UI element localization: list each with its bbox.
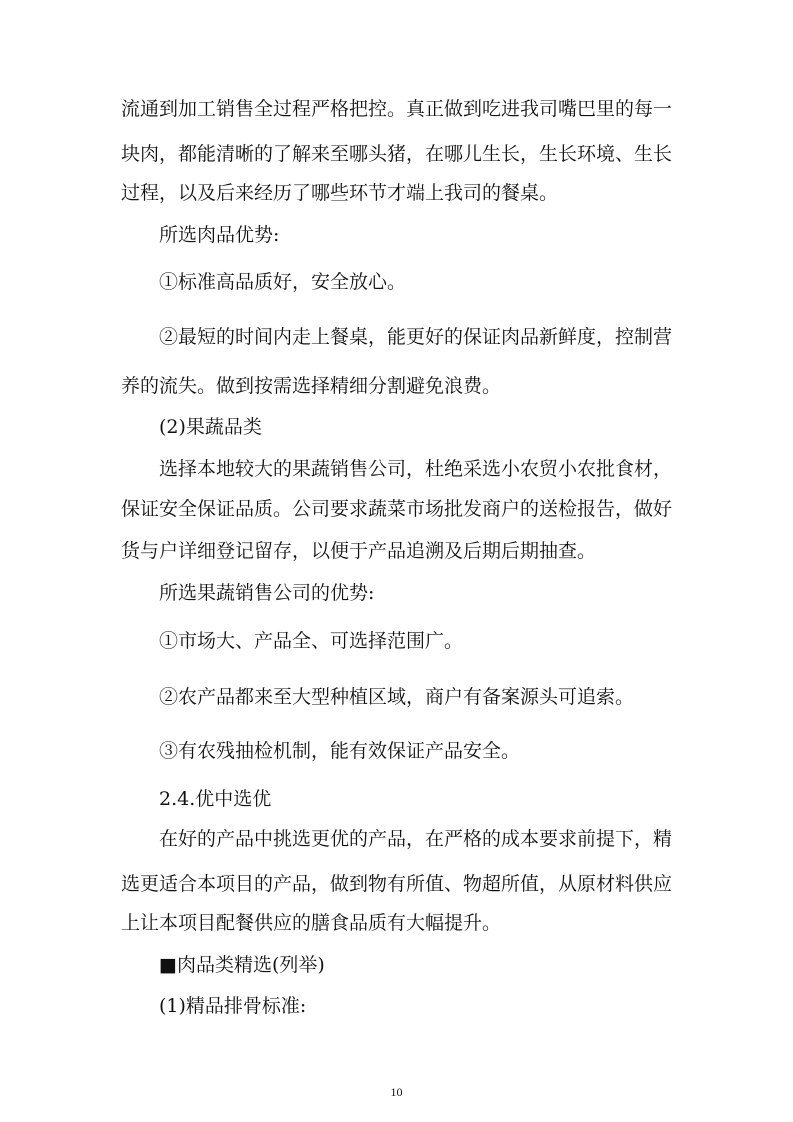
section-heading: ■肉品类精选(列举) — [159, 954, 325, 976]
list-item: ②农产品都来至大型种植区域，商户有备案源头可追索。 — [159, 686, 635, 708]
section-label: 所选果蔬销售公司的优势: — [159, 582, 375, 604]
paragraph-line: 流通到加工销售全过程严格把控。真正做到吃进我司嘴巴里的每一 — [121, 98, 673, 120]
section-heading: (2)果蔬品类 — [159, 416, 262, 438]
paragraph-line: 选更适合本项目的产品，做到物有所值、物超所值，从原材料供应 — [121, 873, 673, 895]
paragraph-line: 上让本项目配餐供应的膳食品质有大幅提升。 — [121, 912, 502, 934]
paragraph-line: 货与户详细登记留存，以便于产品追溯及后期后期抽查。 — [121, 540, 597, 562]
list-item: ①标准高品质好，安全放心。 — [159, 271, 407, 293]
page-number: 10 — [390, 1085, 403, 1099]
list-item: ②最短的时间内走上餐桌，能更好的保证肉品新鲜度，控制营 — [159, 326, 673, 348]
paragraph-line: 块肉，都能清晰的了解来至哪头猪，在哪儿生长，生长环境、生长 — [121, 143, 673, 165]
paragraph-line: 养的流失。做到按需选择精细分割避免浪费。 — [121, 375, 502, 397]
section-label: 所选肉品优势: — [159, 224, 280, 246]
section-heading: 2.4.优中选优 — [159, 788, 272, 810]
list-item: ③有农残抽检机制，能有效保证产品安全。 — [159, 740, 521, 762]
paragraph-line: 保证安全保证品质。公司要求蔬菜市场批发商户的送检报告，做好 — [121, 498, 673, 520]
section-label: (1)精品排骨标准: — [159, 995, 307, 1017]
paragraph-line: 选择本地较大的果蔬销售公司，杜绝采选小农贸小农批食材， — [159, 458, 673, 480]
paragraph-line: 在好的产品中挑选更优的产品，在严格的成本要求前提下，精 — [159, 828, 673, 850]
list-item: ①市场大、产品全、可选择范围广。 — [159, 630, 464, 652]
paragraph-line: 过程，以及后来经历了哪些环节才端上我司的餐桌。 — [121, 182, 559, 204]
